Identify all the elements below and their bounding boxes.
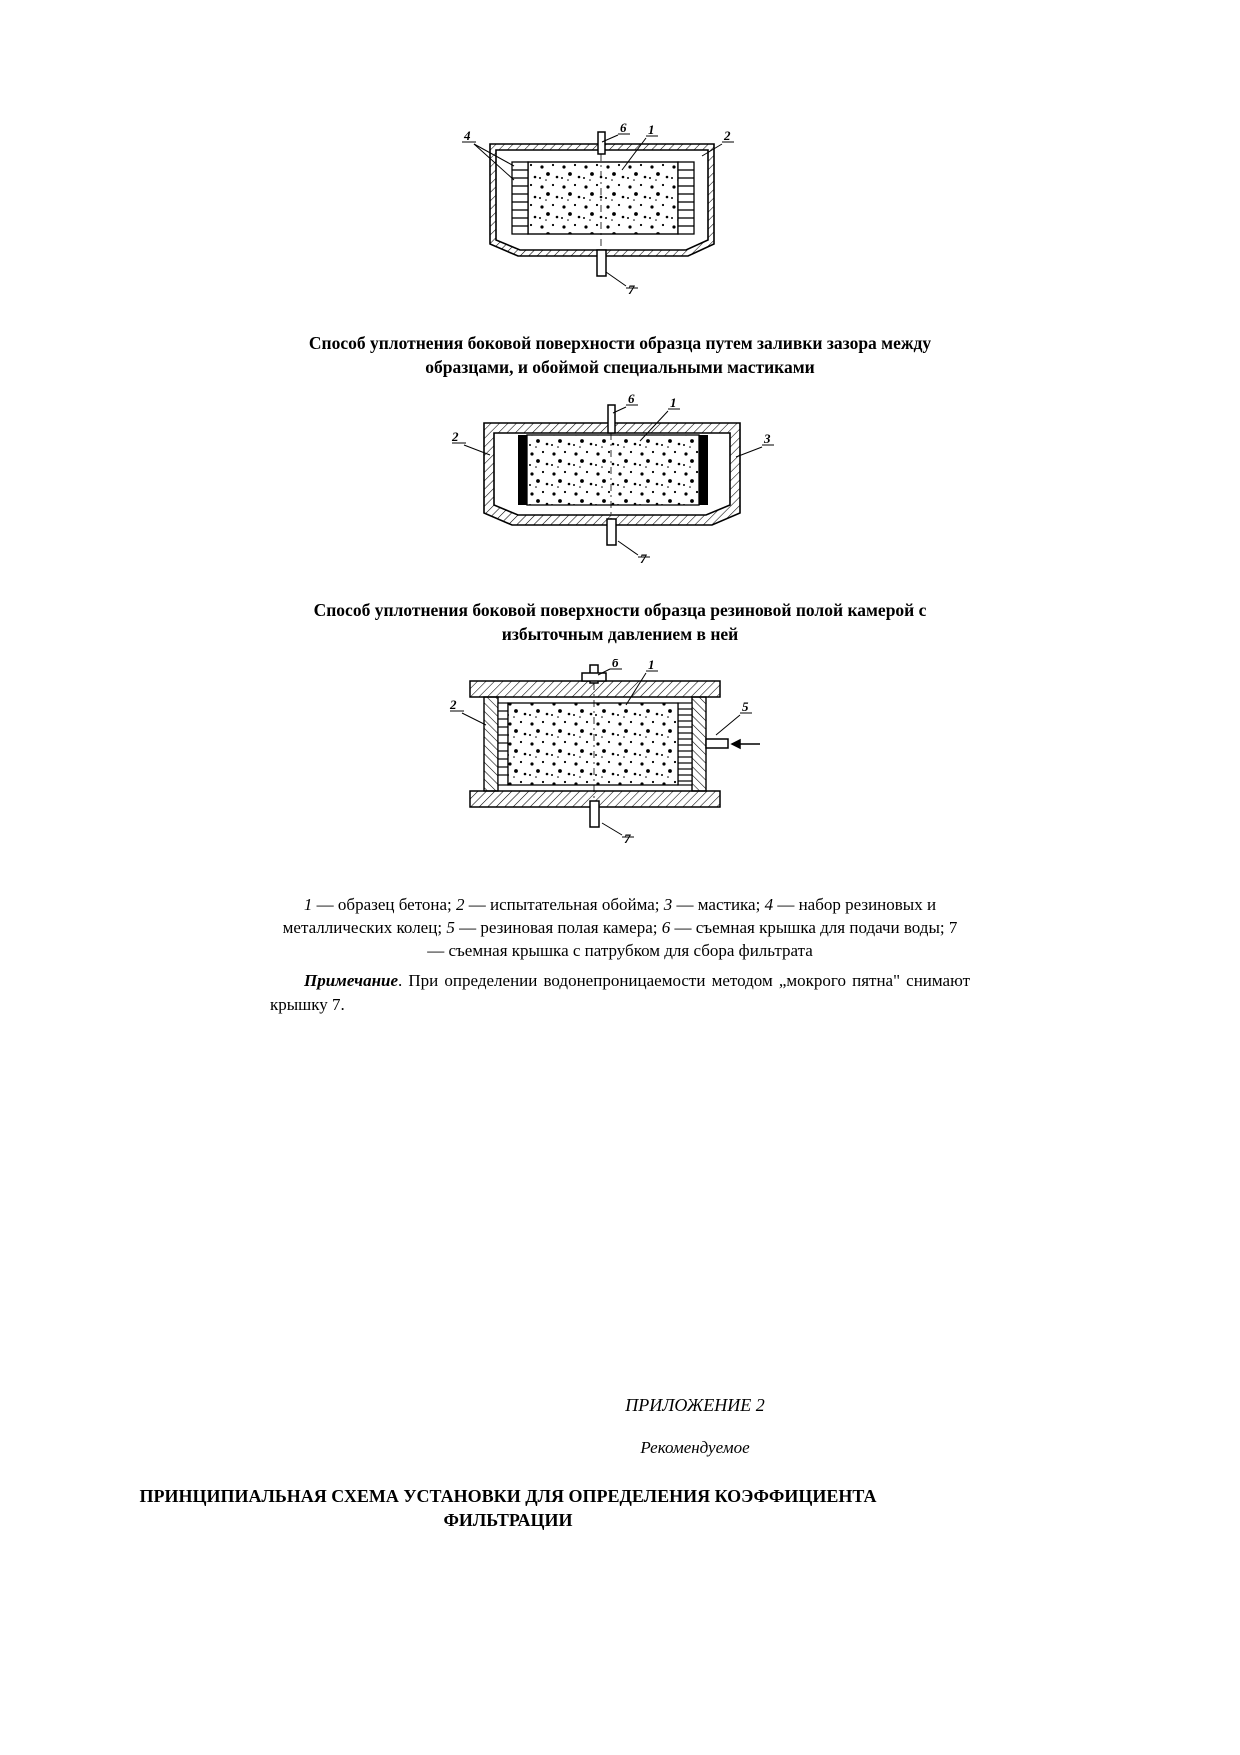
- note-text: . При определении водонепроницаемости методом „мокрого пятна" снимают крышку 7.: [270, 970, 970, 1014]
- legend-num-4: 4: [764, 894, 774, 914]
- figure-1-callout-7: 7: [628, 282, 635, 297]
- figure-3-callout-2: 2: [450, 696, 457, 712]
- legend-text-1: — образец бетона;: [312, 894, 457, 914]
- appendix-title: ПРИНЦИПИАЛЬНАЯ СХЕМА УСТАНОВКИ ДЛЯ ОПРЕДЕЛЕНИЯ КОЭФФИЦИЕНТА ФИЛЬТРАЦИИ: [139, 1486, 877, 1531]
- figure-legend: [275, 893, 965, 963]
- figure-3-drawing: [440, 659, 800, 859]
- legend-num-6: 6: [661, 917, 671, 937]
- appendix-kind: Рекомендуемое: [640, 1438, 750, 1457]
- note-label: Примечание: [304, 970, 399, 990]
- legend-num-1: 1: [303, 894, 313, 914]
- caption-figure-2: Способ уплотнения боковой поверхности образца резиновой полой камерой с избыточным давлением в ней: [313, 600, 927, 644]
- note-paragraph: [270, 969, 970, 1017]
- legend-num-2: 2: [456, 894, 465, 914]
- figure-1-callout-2: 2: [724, 128, 731, 143]
- caption-figure-1: Способ уплотнения боковой поверхности образца путем заливки зазора между образцами, и обоймой специальными мастиками: [308, 333, 932, 377]
- document-content: [108, 60, 1132, 1016]
- figure-2-callout-2: 2: [452, 429, 459, 445]
- figure-3-callout-5: 5: [742, 698, 749, 714]
- legend-text-6: — съемная крышка для подачи воды;: [670, 917, 949, 937]
- figure-2: [108, 389, 1132, 579]
- figure-3-callout-1: 1: [648, 658, 655, 672]
- figure-3-callout-6: б: [612, 658, 619, 670]
- legend-text-4: — набор резиновых и металлических колец;: [282, 894, 937, 937]
- legend-num-7: 7: [948, 917, 958, 937]
- appendix-block: [108, 1395, 1132, 1533]
- figure-1: [108, 122, 1132, 312]
- figure-2-callout-1: 1: [670, 395, 677, 411]
- legend-text-2: — испытательная обойма;: [464, 894, 664, 914]
- legend-text-7: — съемная крышка с патрубком для сбора фильтрата: [427, 941, 813, 961]
- figure-1-callout-1: 1: [648, 122, 655, 137]
- figure-2-callout-7: 7: [640, 551, 647, 567]
- legend-num-3: 3: [663, 894, 673, 914]
- legend-text-3: — мастика;: [672, 894, 765, 914]
- figure-1-callout-6: 6: [620, 122, 627, 135]
- figure-1-drawing: [450, 122, 790, 312]
- figure-3: [108, 659, 1132, 859]
- figure-2-drawing: [440, 389, 800, 579]
- legend-text-5: — резиновая полая камера;: [454, 917, 662, 937]
- appendix-number: ПРИЛОЖЕНИЕ 2: [625, 1395, 765, 1415]
- figure-2-callout-3: 3: [764, 431, 771, 447]
- figure-2-callout-6: 6: [628, 391, 635, 407]
- figure-1-callout-4: 4: [464, 128, 471, 143]
- figure-3-callout-7: 7: [624, 830, 631, 846]
- legend-num-5: 5: [446, 917, 455, 937]
